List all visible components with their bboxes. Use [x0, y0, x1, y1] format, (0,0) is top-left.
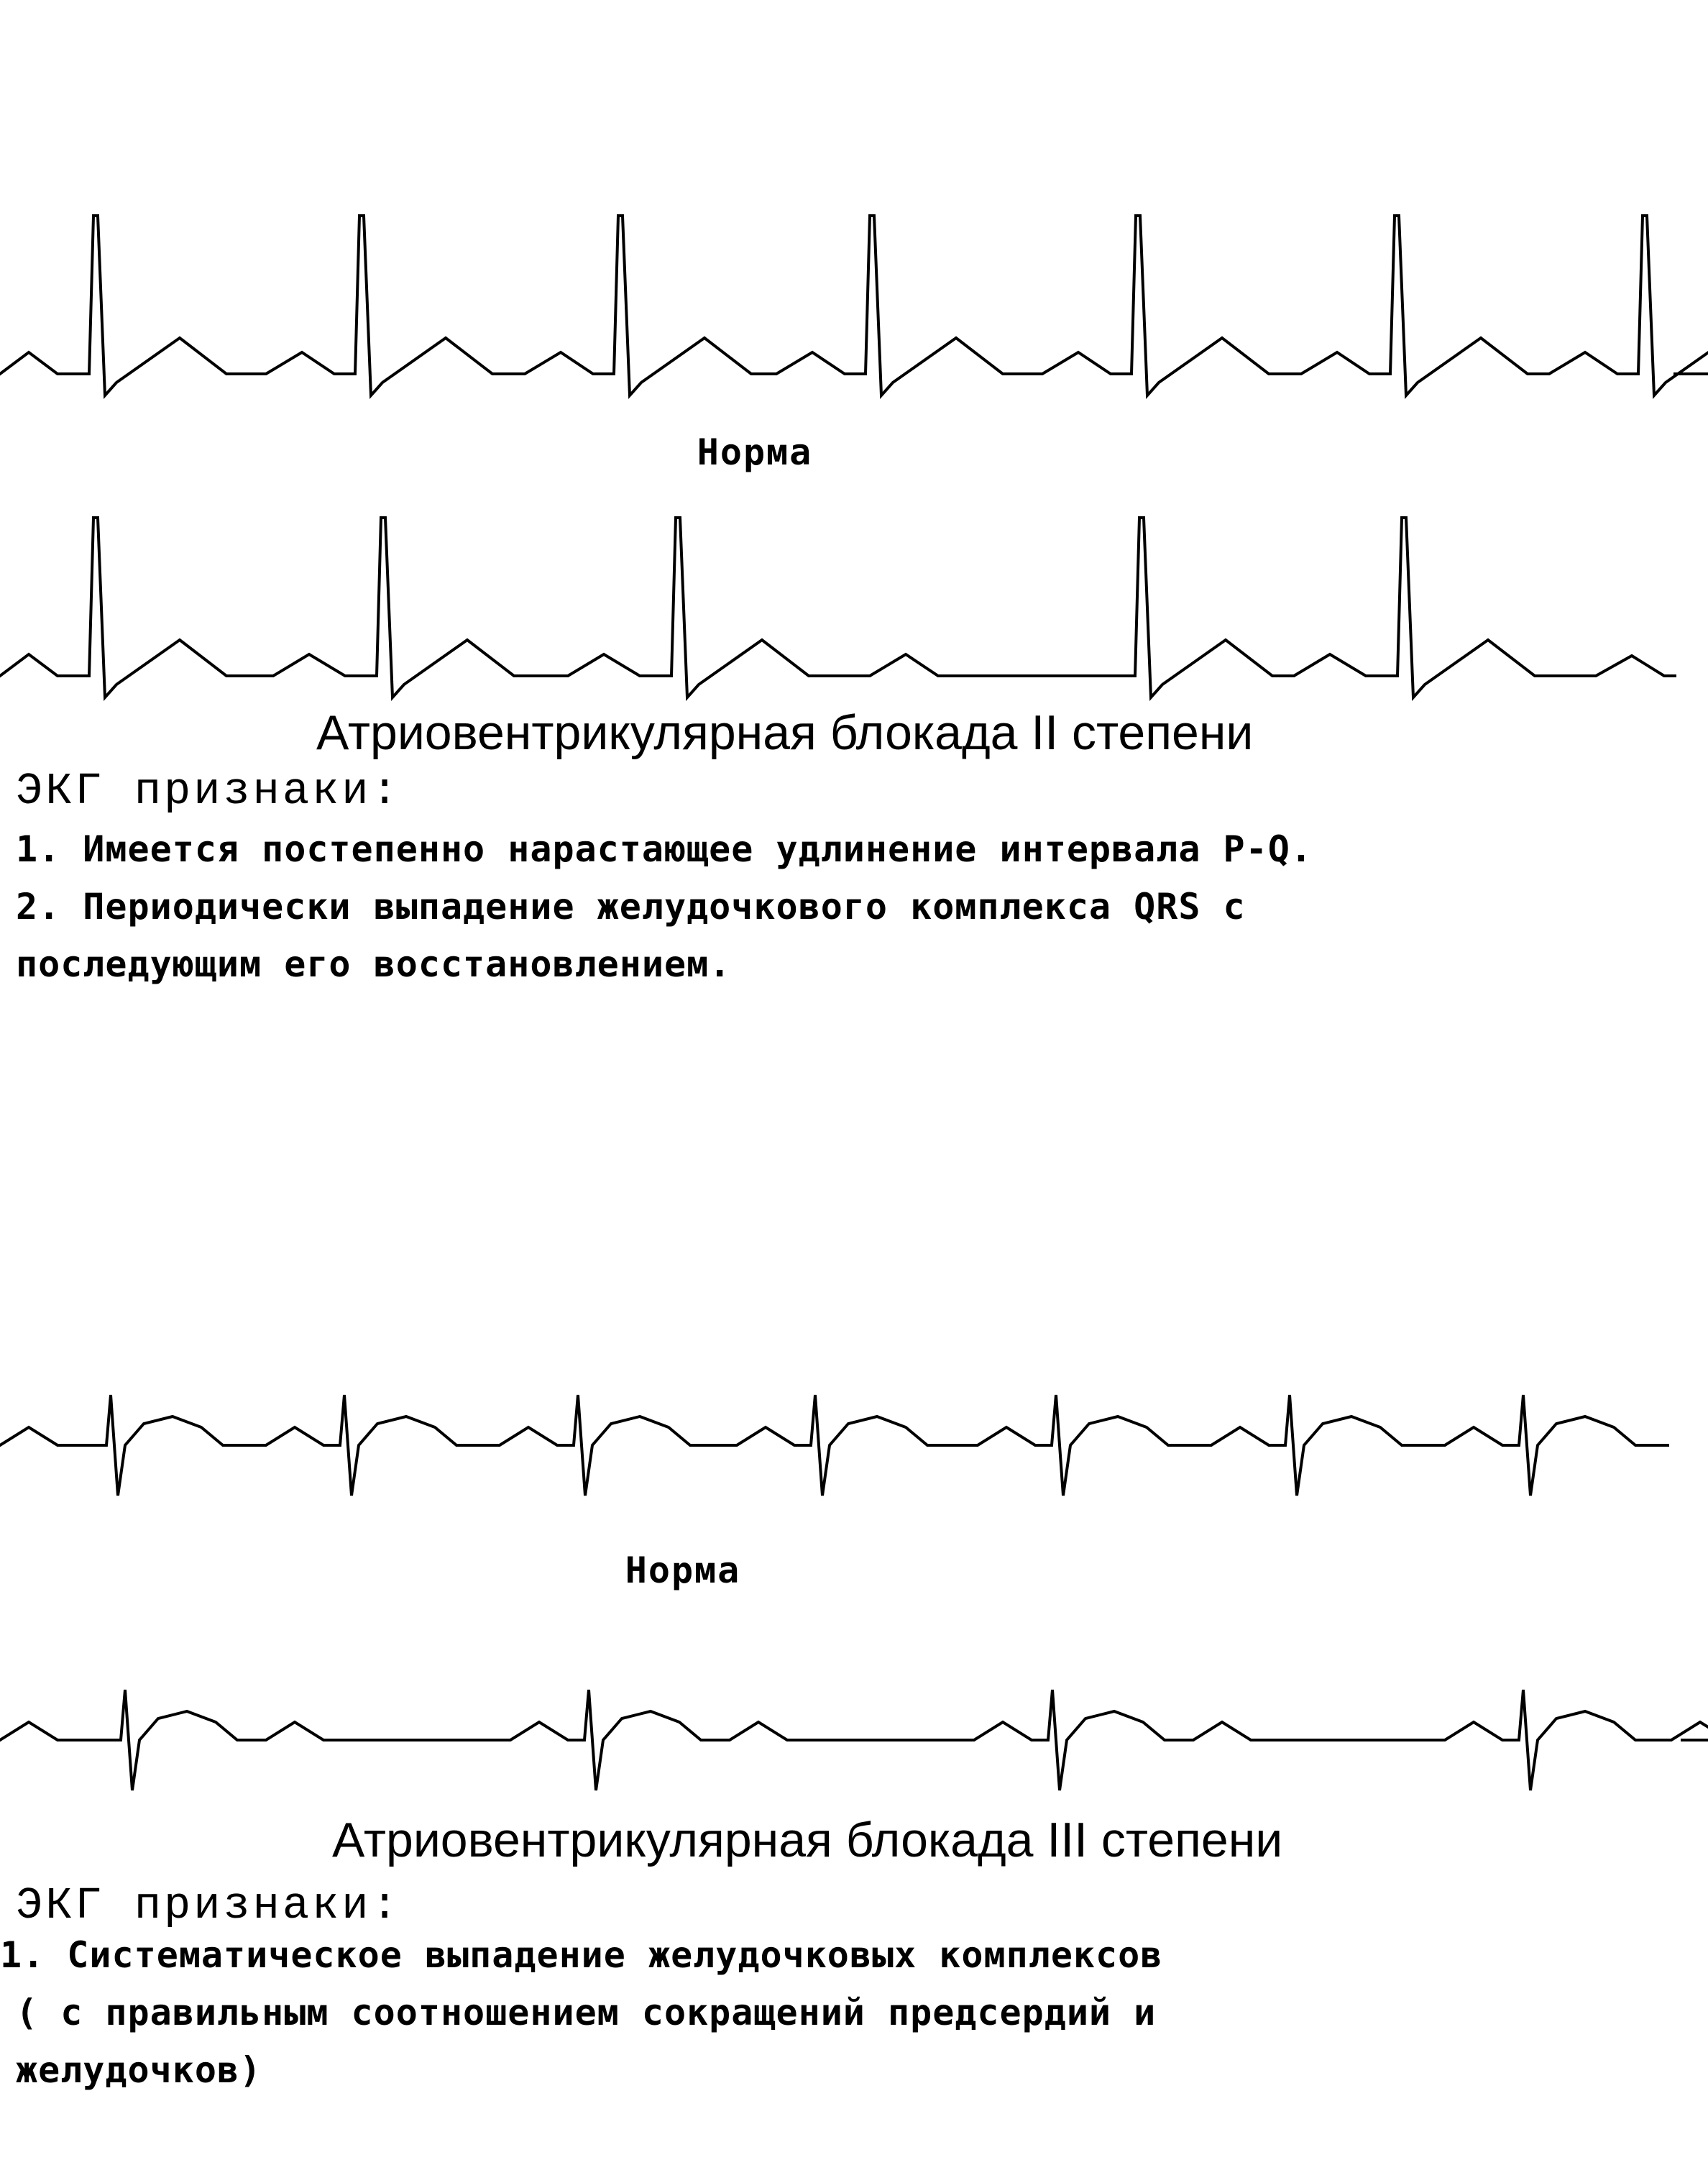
section1-signs-heading: ЭКГ признаки: — [16, 766, 401, 817]
section2-sign-2: ( с правильным соотношением сокращений предсердий и — [16, 1992, 1157, 2033]
section1-sign-3: последующим его восстановлением. — [16, 943, 732, 985]
ecg-line — [0, 1395, 1668, 1496]
section2-signs-heading: ЭКГ признаки: — [16, 1880, 401, 1931]
ecg-trace-normal-2 — [0, 1366, 1708, 1539]
section2-sign-1: 1. Систематическое выпадение желудочковых комплексов — [0, 1934, 1163, 1976]
section2-sign-3: желудочков) — [16, 2049, 262, 2091]
ecg-trace-normal-1 — [0, 194, 1708, 410]
section1-sign-1: 1. Имеется постепенно нарастающее удлинение интервала P-Q. — [16, 828, 1313, 870]
normal-caption-1: Норма — [697, 431, 813, 473]
ecg-trace-av-block-2 — [0, 496, 1708, 712]
section2-title: Атриовентрикулярная блокада III степени — [332, 1813, 1283, 1867]
section1-sign-2: 2. Периодически выпадение желудочкового комплекса QRS с — [16, 886, 1246, 928]
ecg-line — [0, 216, 1708, 395]
normal-caption-2: Норма — [625, 1550, 741, 1591]
ecg-trace-av-block-3 — [0, 1647, 1708, 1819]
ecg-line — [0, 1690, 1708, 1790]
ecg-line — [0, 518, 1675, 697]
section1-title: Атриовентрикулярная блокада II степени — [316, 705, 1254, 760]
